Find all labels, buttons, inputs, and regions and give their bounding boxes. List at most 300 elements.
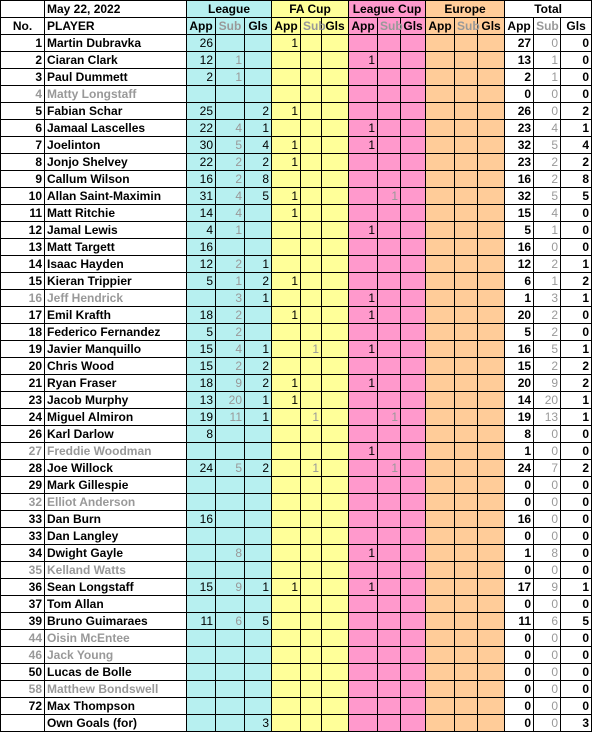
lc-gls-cell — [401, 528, 426, 545]
eu-app-cell — [426, 35, 455, 52]
total-app-cell: 0 — [505, 664, 534, 681]
total-app-cell: 8 — [505, 426, 534, 443]
fa-app-cell — [272, 69, 301, 86]
total-sub-cell: 0 — [534, 664, 561, 681]
lc-gls-cell — [401, 681, 426, 698]
league-app-cell: 12 — [187, 52, 216, 69]
lc-sub-cell — [378, 205, 401, 222]
eu-app-cell — [426, 477, 455, 494]
league-app-cell: 14 — [187, 205, 216, 222]
lc-gls-cell — [401, 545, 426, 562]
lc-gls-cell — [401, 86, 426, 103]
player-number: 46 — [1, 647, 45, 664]
league-app-cell — [187, 647, 216, 664]
total-gls-cell: 0 — [561, 511, 592, 528]
fa-sub-cell — [301, 273, 322, 290]
fa-sub-cell — [301, 698, 322, 715]
fa-app-cell — [272, 528, 301, 545]
eu-sub-cell — [455, 630, 478, 647]
total-app-cell: 1 — [505, 290, 534, 307]
league-gls-cell — [245, 307, 272, 324]
lc-app-cell — [349, 324, 378, 341]
total-sub-cell: 0 — [534, 698, 561, 715]
eu-sub-cell — [455, 222, 478, 239]
league-gls-cell: 2 — [245, 358, 272, 375]
fa-gls-cell — [322, 35, 349, 52]
lc-gls-cell — [401, 664, 426, 681]
total-sub-cell: 0 — [534, 86, 561, 103]
fa-app-cell — [272, 477, 301, 494]
table-row — [1, 426, 592, 443]
total-sub-cell: 0 — [534, 103, 561, 120]
player-number: 1 — [1, 35, 45, 52]
eu-app-cell — [426, 52, 455, 69]
league-sub-cell: 4 — [216, 341, 245, 358]
fa-sub-cell: 1 — [301, 460, 322, 477]
lc-gls-cell — [401, 307, 426, 324]
total-sub-cell: 2 — [534, 307, 561, 324]
eu-sub-cell — [455, 256, 478, 273]
league-sub-cell: 2 — [216, 324, 245, 341]
lc-sub-cell — [378, 290, 401, 307]
eu-app-cell — [426, 409, 455, 426]
eu-app-cell — [426, 205, 455, 222]
fa-app-cell — [272, 409, 301, 426]
league-app-cell — [187, 596, 216, 613]
fa-sub-cell — [301, 307, 322, 324]
table-row — [1, 52, 592, 69]
eu-gls-cell — [478, 545, 505, 562]
league-sub-cell — [216, 596, 245, 613]
lc-sub-cell: 1 — [378, 460, 401, 477]
lc-sub-cell — [378, 664, 401, 681]
player-name: Karl Darlow — [45, 426, 187, 443]
table-row — [1, 681, 592, 698]
fa-app-cell — [272, 324, 301, 341]
eu-gls-cell — [478, 579, 505, 596]
table-row — [1, 86, 592, 103]
lc-app-cell — [349, 494, 378, 511]
fa-app-cell — [272, 341, 301, 358]
total-gls-cell: 0 — [561, 681, 592, 698]
total-app-header: App — [505, 18, 534, 35]
lc-sub-cell — [378, 545, 401, 562]
player-name: Jacob Murphy — [45, 392, 187, 409]
fa-sub-cell — [301, 35, 322, 52]
lc-app-cell — [349, 69, 378, 86]
lc-sub-cell: 1 — [378, 409, 401, 426]
total-app-cell: 1 — [505, 545, 534, 562]
lc-app-cell: 1 — [349, 545, 378, 562]
total-gls-cell: 0 — [561, 307, 592, 324]
league-sub-cell: 8 — [216, 545, 245, 562]
lc-app-cell — [349, 86, 378, 103]
player-number: 24 — [1, 409, 45, 426]
league-sub-cell — [216, 477, 245, 494]
eu-app-cell — [426, 256, 455, 273]
total-app-cell: 11 — [505, 613, 534, 630]
league-gls-cell: 2 — [245, 375, 272, 392]
total-sub-cell: 0 — [534, 596, 561, 613]
league-app-cell — [187, 681, 216, 698]
league-sub-cell: 1 — [216, 273, 245, 290]
player-number: 13 — [1, 239, 45, 256]
league-gls-cell — [245, 528, 272, 545]
player-column-header: PLAYER — [45, 18, 187, 35]
eu-sub-cell — [455, 511, 478, 528]
league-app-cell — [187, 443, 216, 460]
fa-gls-cell — [322, 171, 349, 188]
eu-gls-cell — [478, 324, 505, 341]
league-sub-cell — [216, 681, 245, 698]
total-app-cell: 16 — [505, 511, 534, 528]
league-gls-cell — [245, 426, 272, 443]
fa-gls-cell — [322, 664, 349, 681]
lc-sub-cell — [378, 171, 401, 188]
eu-gls-cell — [478, 103, 505, 120]
table-row — [1, 579, 592, 596]
total-gls-cell: 0 — [561, 647, 592, 664]
lc-gls-cell — [401, 460, 426, 477]
player-name: Dwight Gayle — [45, 545, 187, 562]
league-gls-cell — [245, 545, 272, 562]
league-app-cell — [187, 86, 216, 103]
league-sub-cell — [216, 86, 245, 103]
total-gls-cell: 0 — [561, 52, 592, 69]
total-gls-cell: 8 — [561, 171, 592, 188]
league-sub-cell: 4 — [216, 188, 245, 205]
fa-sub-cell: 1 — [301, 409, 322, 426]
total-sub-cell: 5 — [534, 188, 561, 205]
eu-app-cell — [426, 86, 455, 103]
league-sub-cell — [216, 511, 245, 528]
lc-app-cell: 1 — [349, 307, 378, 324]
fa-gls-cell — [322, 613, 349, 630]
league-gls-cell: 5 — [245, 188, 272, 205]
fa-gls-cell — [322, 409, 349, 426]
league-gls-cell — [245, 681, 272, 698]
league-gls-cell — [245, 511, 272, 528]
league-sub-cell: 11 — [216, 409, 245, 426]
lc-sub-cell — [378, 86, 401, 103]
total-sub-cell: 2 — [534, 171, 561, 188]
league-gls-cell: 8 — [245, 171, 272, 188]
league-gls-cell: 1 — [245, 392, 272, 409]
no-column-header: No. — [1, 18, 45, 35]
lc-app-cell — [349, 715, 378, 732]
group-league-cup: League Cup — [349, 1, 426, 18]
lc-app-cell — [349, 460, 378, 477]
league-gls-cell: 1 — [245, 579, 272, 596]
player-number: 29 — [1, 477, 45, 494]
total-gls-cell: 0 — [561, 698, 592, 715]
fa-gls-cell — [322, 273, 349, 290]
eu-sub-cell — [455, 69, 478, 86]
eu-sub-cell — [455, 273, 478, 290]
lc-app-cell — [349, 392, 378, 409]
table-row — [1, 358, 592, 375]
lc-gls-cell — [401, 715, 426, 732]
eu-sub-cell — [455, 579, 478, 596]
league-app-cell: 16 — [187, 171, 216, 188]
player-number: 3 — [1, 69, 45, 86]
lc-sub-cell — [378, 256, 401, 273]
table-row — [1, 647, 592, 664]
league-app-cell: 13 — [187, 392, 216, 409]
group-league: League — [187, 1, 272, 18]
fa-sub-cell — [301, 596, 322, 613]
fa-sub-cell — [301, 562, 322, 579]
eu-sub-cell — [455, 698, 478, 715]
eu-sub-cell — [455, 120, 478, 137]
league-sub-cell: 9 — [216, 375, 245, 392]
total-sub-cell: 1 — [534, 69, 561, 86]
eu-app-cell — [426, 358, 455, 375]
league-gls-cell — [245, 52, 272, 69]
fa-gls-cell — [322, 154, 349, 171]
fa-app-cell — [272, 120, 301, 137]
eu-gls-cell — [478, 69, 505, 86]
fa-sub-cell — [301, 120, 322, 137]
eu-gls-cell — [478, 205, 505, 222]
total-sub-cell: 2 — [534, 358, 561, 375]
lc-gls-cell — [401, 375, 426, 392]
fa-sub-cell — [301, 171, 322, 188]
lc-sub-cell — [378, 681, 401, 698]
fa-gls-cell — [322, 86, 349, 103]
lc-gls-cell — [401, 324, 426, 341]
fa-app-cell: 1 — [272, 307, 301, 324]
eu-sub-cell — [455, 239, 478, 256]
eu-app-cell — [426, 154, 455, 171]
table-row — [1, 35, 592, 52]
total-sub-cell: 0 — [534, 681, 561, 698]
eu-sub-cell — [455, 205, 478, 222]
player-number: 18 — [1, 324, 45, 341]
league-app-cell — [187, 715, 216, 732]
player-name: Chris Wood — [45, 358, 187, 375]
league-sub-cell: 2 — [216, 307, 245, 324]
fa-gls-cell — [322, 647, 349, 664]
lc-app-cell — [349, 358, 378, 375]
eu-gls-cell — [478, 477, 505, 494]
league-app-cell: 18 — [187, 307, 216, 324]
total-app-cell: 2 — [505, 69, 534, 86]
league-sub-cell: 4 — [216, 205, 245, 222]
player-number: 39 — [1, 613, 45, 630]
league-sub-cell: 6 — [216, 613, 245, 630]
player-number — [1, 715, 45, 732]
eu-app-cell — [426, 443, 455, 460]
fa-app-cell — [272, 494, 301, 511]
fa-sub-cell — [301, 86, 322, 103]
lc-app-cell — [349, 477, 378, 494]
league-sub-cell — [216, 664, 245, 681]
fa-sub-cell — [301, 239, 322, 256]
player-name: Mark Gillespie — [45, 477, 187, 494]
total-app-cell: 17 — [505, 579, 534, 596]
eu-app-cell — [426, 545, 455, 562]
player-name: Jamaal Lascelles — [45, 120, 187, 137]
table-row — [1, 494, 592, 511]
fa-gls-cell — [322, 120, 349, 137]
lc-sub-cell — [378, 222, 401, 239]
league-sub-cell: 2 — [216, 154, 245, 171]
lc-sub-cell — [378, 698, 401, 715]
total-app-cell: 32 — [505, 137, 534, 154]
table-row — [1, 392, 592, 409]
league-gls-cell: 1 — [245, 409, 272, 426]
lc-app-cell — [349, 613, 378, 630]
league-app-cell: 16 — [187, 239, 216, 256]
lc-app-cell — [349, 154, 378, 171]
lc-gls-cell — [401, 52, 426, 69]
player-number: 5 — [1, 103, 45, 120]
total-gls-cell: 1 — [561, 409, 592, 426]
league-gls-cell: 1 — [245, 256, 272, 273]
total-gls-cell: 0 — [561, 69, 592, 86]
total-gls-cell: 1 — [561, 256, 592, 273]
player-number: 28 — [1, 460, 45, 477]
total-sub-cell: 0 — [534, 647, 561, 664]
fa-gls-cell — [322, 188, 349, 205]
fa-sub-cell — [301, 392, 322, 409]
player-number: 7 — [1, 137, 45, 154]
lc-sub-cell — [378, 715, 401, 732]
lc-app-cell — [349, 273, 378, 290]
league-app-cell: 19 — [187, 409, 216, 426]
league-gls-cell: 4 — [245, 137, 272, 154]
player-number: 27 — [1, 443, 45, 460]
lc-sub-cell — [378, 120, 401, 137]
league-app-cell: 22 — [187, 120, 216, 137]
eu-gls-cell — [478, 715, 505, 732]
lc-app-cell — [349, 664, 378, 681]
lc-gls-cell — [401, 137, 426, 154]
player-name: Tom Allan — [45, 596, 187, 613]
table-row — [1, 630, 592, 647]
eu-gls-cell — [478, 341, 505, 358]
player-number: 8 — [1, 154, 45, 171]
lc-sub-cell — [378, 154, 401, 171]
eu-app-cell — [426, 664, 455, 681]
fa-gls-cell — [322, 562, 349, 579]
fa-app-cell — [272, 545, 301, 562]
total-gls-cell: 2 — [561, 273, 592, 290]
group-total: Total — [505, 1, 592, 18]
lc-gls-cell — [401, 188, 426, 205]
lc-sub-cell — [378, 511, 401, 528]
total-gls-cell: 5 — [561, 613, 592, 630]
player-name: Matt Ritchie — [45, 205, 187, 222]
fa-app-cell: 1 — [272, 154, 301, 171]
player-name: Lucas de Bolle — [45, 664, 187, 681]
lc-app-cell — [349, 426, 378, 443]
player-number: 34 — [1, 545, 45, 562]
total-app-cell: 13 — [505, 52, 534, 69]
total-gls-cell: 1 — [561, 120, 592, 137]
player-number: 33 — [1, 528, 45, 545]
eu-gls-cell — [478, 613, 505, 630]
lc-app-cell — [349, 239, 378, 256]
eu-gls-cell — [478, 443, 505, 460]
league-gls-cell: 1 — [245, 341, 272, 358]
fa-gls-cell — [322, 290, 349, 307]
fa-app-cell: 1 — [272, 188, 301, 205]
total-app-cell: 0 — [505, 630, 534, 647]
lc-gls-cell — [401, 477, 426, 494]
eu-sub-cell — [455, 392, 478, 409]
lc-sub-cell — [378, 392, 401, 409]
fa-app-cell — [272, 647, 301, 664]
table-row — [1, 562, 592, 579]
player-name: Matthew Bondswell — [45, 681, 187, 698]
fa-sub-cell — [301, 222, 322, 239]
eu-gls-cell — [478, 256, 505, 273]
league-gls-cell: 2 — [245, 154, 272, 171]
lc-sub-cell — [378, 477, 401, 494]
lc-sub-cell — [378, 341, 401, 358]
table-row — [1, 273, 592, 290]
fa-app-cell — [272, 443, 301, 460]
eu-app-cell — [426, 188, 455, 205]
league-app-cell: 15 — [187, 341, 216, 358]
league-gls-cell — [245, 494, 272, 511]
lc-gls-cell — [401, 426, 426, 443]
eu-app-cell — [426, 273, 455, 290]
total-sub-cell: 0 — [534, 528, 561, 545]
player-number: 11 — [1, 205, 45, 222]
total-app-cell: 0 — [505, 477, 534, 494]
league-gls-cell — [245, 630, 272, 647]
lc-gls-cell — [401, 358, 426, 375]
total-app-cell: 16 — [505, 341, 534, 358]
eu-gls-cell — [478, 426, 505, 443]
eu-app-cell — [426, 681, 455, 698]
player-name: Paul Dummett — [45, 69, 187, 86]
total-app-cell: 26 — [505, 103, 534, 120]
lc-gls-cell — [401, 35, 426, 52]
fa-sub-cell — [301, 52, 322, 69]
fa-gls-cell — [322, 52, 349, 69]
player-number: 44 — [1, 630, 45, 647]
league-app-cell — [187, 562, 216, 579]
fa-gls-cell — [322, 630, 349, 647]
fa-app-cell — [272, 596, 301, 613]
player-number: 32 — [1, 494, 45, 511]
fa-gls-cell — [322, 477, 349, 494]
total-app-cell: 0 — [505, 698, 534, 715]
lc-sub-cell — [378, 630, 401, 647]
player-name: Fabian Schar — [45, 103, 187, 120]
eu-sub-cell — [455, 52, 478, 69]
player-name: Dan Langley — [45, 528, 187, 545]
eu-app-cell — [426, 103, 455, 120]
table-row — [1, 528, 592, 545]
league-app-cell — [187, 698, 216, 715]
eu-app-cell — [426, 120, 455, 137]
total-sub-cell: 4 — [534, 205, 561, 222]
eu-sub-cell — [455, 358, 478, 375]
league-gls-cell: 3 — [245, 715, 272, 732]
table-row — [1, 545, 592, 562]
lc-sub-cell — [378, 647, 401, 664]
lc-gls-cell — [401, 171, 426, 188]
total-gls-cell: 0 — [561, 477, 592, 494]
header-blank — [1, 1, 45, 18]
fa-gls-cell — [322, 460, 349, 477]
eu-gls-cell — [478, 392, 505, 409]
